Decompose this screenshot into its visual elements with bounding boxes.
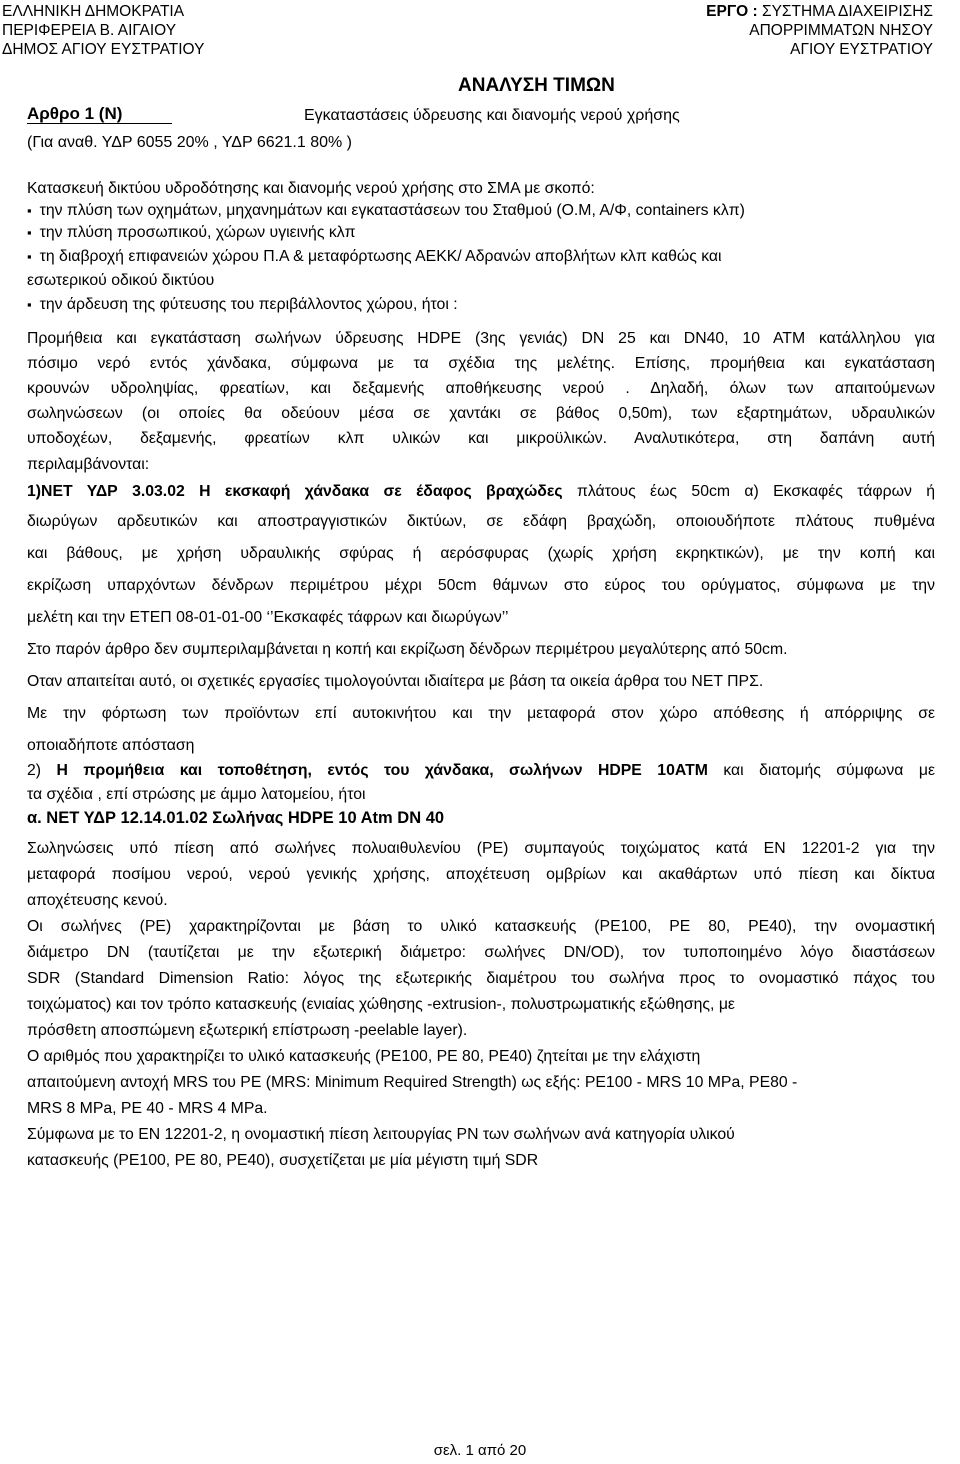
header-country: ΕΛΛΗΝΙΚΗ ΔΗΜΟΚΡΑΤΙΑ [2, 3, 185, 20]
paragraph-line: κρουνών υδροληψίας, φρεατίων, και δεξαμενής αποθήκευσης νερού . Δηλαδή, όλων των απαιτούμενων [27, 380, 935, 397]
item-2-bold: Η προμήθεια και τοποθέτηση, εντός του χάνδακα, σωλήνων HDPE 10ATM [56, 762, 708, 779]
paragraph-line: περιλαμβάνονται: [27, 456, 150, 473]
paragraph-line: SDR (Standard Dimension Ratio: λόγος της εξωτερικής διαμέτρου του σωλήνα προς το ονομαστικό πάχος του [27, 970, 935, 987]
article-underline [27, 123, 172, 124]
item-1-line: διωρύγων αρδευτικών και αποστραγγιστικών δικτύων, σε εδάφη βραχώδη, οποιουδήποτε πλάτους πυθμένα [27, 513, 935, 530]
note-line: οποιαδήποτε απόσταση [27, 737, 195, 754]
header-municipality: ΔΗΜΟΣ ΑΓΙΟΥ ΕΥΣΤΡΑΤΙΟΥ [2, 41, 205, 58]
item-2-line: τα σχέδια , επί στρώσης με άμμο λατομείου, ήτοι [27, 786, 366, 803]
bullet-item: ▪ τη διαβροχή επιφανειών χώρου Π.Α & μεταφόρτωσης ΑΕΚΚ/ Αδρανών αποβλήτων κλπ καθώς και [27, 248, 935, 266]
header-project-line3: ΑΓΙΟΥ ΕΥΣΤΡΑΤΙΟΥ [790, 41, 933, 58]
header-project-line2: ΑΠΟΡΡΙΜΜΑΤΩΝ ΝΗΣΟΥ [749, 22, 933, 39]
paragraph-line: Σωληνώσεις υπό πίεση από σωλήνες πολυαιθυλενίου (PE) συμπαγούς τοιχώματος κατά ΕΝ 12201-2 για την [27, 840, 935, 857]
item-1-line: και βάθους, με χρήση υδραυλικής σφύρας ή αερόσφυρας (χωρίς χρήση εκρηκτικών), με την κοπή και [27, 545, 935, 562]
paragraph-line: Οι σωλήνες (PE) χαρακτηρίζονται με βάση το υλικό κατασκευής (PE100, PE 80, PE40), την ονομαστική [27, 918, 935, 935]
bullet-item: ▪ την πλύση των οχημάτων, μηχανημάτων και εγκαταστάσεων του Σταθμού (Ο.Μ, Α/Φ, containers κλπ) [27, 202, 935, 220]
note-line: Στο παρόν άρθρο δεν συμπεριλαμβάνεται η κοπή και εκρίζωση δένδρων περιμέτρου μεγαλύτερης από 50cm. [27, 641, 788, 658]
paragraph-line: σωληνώσεων (οι οποίες θα οδεύουν μέσα σε χαντάκι σε βάθος 0,50m), των εξαρτημάτων, υδραυλικών [27, 405, 935, 422]
bullet-item: ▪ την άρδευση της φύτευσης του περιβάλλοντος χώρου, ήτοι : [27, 296, 935, 314]
item-2a-heading: α. ΝΕΤ ΥΔΡ 12.14.01.02 Σωλήνας HDPE 10 Atm DN 40 [27, 809, 445, 827]
paragraph-line: Ο αριθμός που χαρακτηρίζει το υλικό κατασκευής (PE100, PE 80, PE40) ζητείται με την ελάχιστη [27, 1048, 701, 1065]
note-line: Οταν απαιτείται αυτό, οι σχετικές εργασίες τιμολογούνται ιδιαίτερα με βάση τα οικεία άρθρα του ΝΕΤ ΠΡΣ. [27, 673, 764, 690]
header-project-name: ΣΥΣΤΗΜΑ ΔΙΑΧΕΙΡΙΣΗΣ [757, 3, 933, 20]
article-code-ref: (Για αναθ. ΥΔΡ 6055 20% , ΥΔΡ 6621.1 80% ) [27, 134, 352, 151]
item-2-rest: και διατομής σύμφωνα με [707, 762, 935, 779]
intro-text: Κατασκευή δικτύου υδροδότησης και διανομής νερού χρήσης στο ΣΜΑ με σκοπό: [27, 180, 595, 197]
item-1-line: μελέτη και την ΕΤΕΠ 08-01-01-00 ‘’Εκσκαφές τάφρων και διωρύγων’’ [27, 609, 509, 626]
article-label: Αρθρο 1 (Ν) [27, 104, 123, 123]
header-project-label: ΕΡΓΟ : [706, 3, 758, 20]
item-1-rest: πλάτους έως 50cm α) Εκσκαφές τάφρων ή [562, 483, 935, 500]
header-region: ΠΕΡΙΦΕΡΕΙΑ Β. ΑΙΓΑΙΟΥ [2, 22, 177, 39]
paragraph-line: MRS 8 MPa, PE 40 - MRS 4 MPa. [27, 1100, 268, 1117]
header-right [706, 2, 933, 59]
item-2-heading [27, 762, 935, 780]
bullet-continuation: εσωτερικού οδικού δικτύου [27, 272, 215, 289]
paragraph-line: πόσιμο νερό εντός χάνδακα, σύμφωνα με τα σχέδια της μελέτης. Επίσης, προμήθεια και εγκατάσταση [27, 355, 935, 372]
paragraph-line: Σύμφωνα με το ΕΝ 12201-2, η ονομαστική πίεση λειτουργίας PN των σωλήνων ανά κατηγορία υλικού [27, 1126, 735, 1143]
item-1-line: εκρίζωση υπαρχόντων δένδρων περιμέτρου μέχρι 50cm θάμνων στο εύρος του ορύγματος, σύμφωνα με την [27, 577, 935, 594]
page-title: ΑΝΑΛΥΣΗ ΤΙΜΩΝ [458, 75, 615, 96]
header-project-line [706, 2, 933, 21]
note-line: Με την φόρτωση των προϊόντων επί αυτοκινήτου και την μεταφορά στον χώρο απόθεσης ή απόρριψης σε [27, 705, 935, 722]
header-left [2, 2, 204, 59]
item-2-number: 2) [27, 762, 57, 779]
article-subtitle: Εγκαταστάσεις ύδρευσης και διανομής νερού χρήσης [304, 107, 680, 124]
paragraph-line: τοιχώματος) και τον τρόπο κατασκευής (ενιαίας χώθησης -extrusion-, πολυστρωματικής εξώθησης, με [27, 996, 735, 1013]
paragraph-line: διάμετρο DN (ταυτίζεται με την εξωτερική διάμετρο: σωλήνες DN/OD), τον τυποποιημένο λόγο διαστάσεων [27, 944, 935, 961]
paragraph-line: υποδοχέων, δεξαμενής, φρεατίων κλπ υλικών και μικροϋλικών. Αναλυτικότερα, στη δαπάνη αυτή [27, 430, 935, 447]
item-1-heading [27, 483, 935, 501]
paragraph-line: κατασκευής (PE100, PE 80, PE40), συσχετίζεται με μία μέγιστη τιμή SDR [27, 1152, 539, 1169]
page-footer: σελ. 1 από 20 [433, 1442, 527, 1459]
paragraph-line: μεταφορά ποσίμου νερού, νερού γενικής χρήσης, αποχέτευση ομβρίων και ακαθάρτων υπό πίεση και δίκτυα [27, 866, 935, 883]
item-1-bold: 1)ΝΕΤ ΥΔΡ 3.03.02 Η εκσκαφή χάνδακα σε έδαφος βραχώδες [27, 483, 563, 500]
bullet-item: ▪ την πλύση προσωπικού, χώρων υγιεινής κλπ [27, 224, 935, 242]
paragraph-line: Προμήθεια και εγκατάσταση σωλήνων ύδρευσης HDPE (3ης γενιάς) DN 25 και DN40, 10 ATM κατάλληλου για [27, 330, 935, 347]
paragraph-line: απαιτούμενη αντοχή MRS του PE (MRS: Minimum Required Strength) ως εξής: PE100 - MRS 10 MPa, PE80 - [27, 1074, 798, 1091]
paragraph-line: αποχέτευσης κενού. [27, 892, 168, 909]
paragraph-line: πρόσθετη αποσπώμενη εξωτερική επίστρωση -peelable layer). [27, 1022, 468, 1039]
